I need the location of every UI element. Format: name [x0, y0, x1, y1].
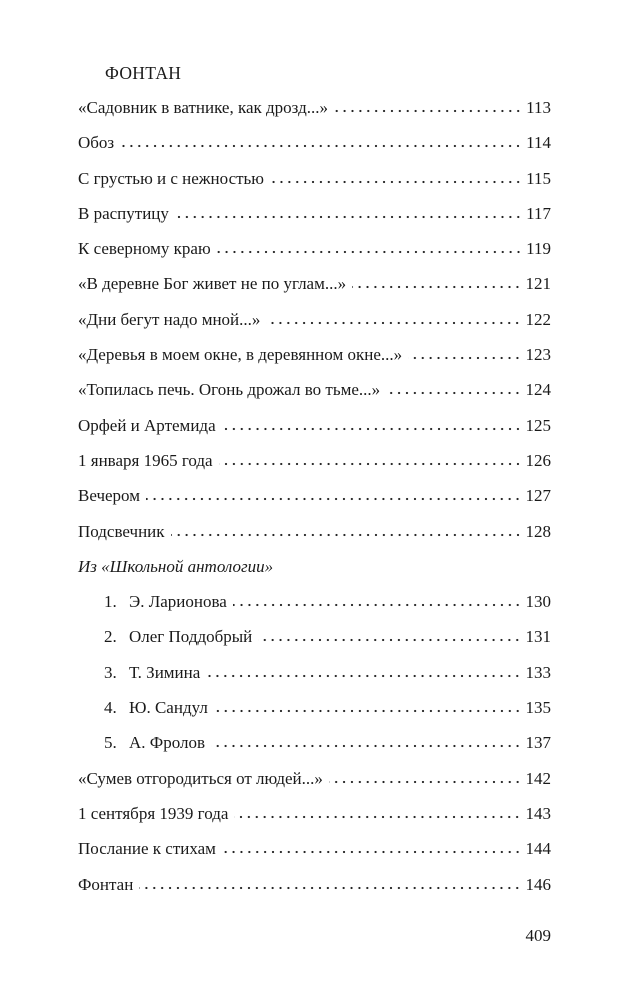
toc-entry [78, 481, 551, 516]
entry-page: 113 [526, 98, 551, 117]
entry-page: 131 [525, 627, 551, 647]
entry-title: «Сумев отгородиться от людей...» [78, 768, 323, 788]
entry-number: 2. [104, 627, 117, 647]
dot-leader [211, 736, 522, 748]
entry-title: К северному краю [78, 239, 211, 259]
toc-entry [78, 658, 551, 693]
dot-leader [171, 525, 522, 537]
toc-entry [78, 587, 551, 622]
entry-title: Вечером [78, 486, 140, 506]
entry-title: В распутицу [78, 203, 169, 223]
entry-page: 114 [526, 133, 551, 153]
entry-title: Э. Ларионова [129, 592, 227, 612]
entry-page: 144 [525, 839, 551, 859]
dot-leader [214, 701, 522, 713]
dot-leader [386, 383, 521, 395]
toc-entry [78, 517, 551, 552]
toc-entry [78, 340, 551, 375]
toc-entry [78, 693, 551, 728]
entry-number: 3. [104, 662, 117, 682]
entry-title: С грустью и с нежностью [78, 168, 264, 188]
entry-page: 142 [525, 768, 551, 788]
entry-page: 117 [526, 203, 551, 223]
entry-number: 5. [104, 733, 117, 753]
toc-entry [78, 375, 551, 410]
entry-title: Олег Поддобрый [129, 627, 253, 647]
dot-leader [222, 842, 522, 854]
dot-leader [352, 277, 521, 289]
dot-leader [146, 489, 522, 501]
toc-entry [78, 199, 551, 234]
toc-entry [78, 234, 551, 269]
entry-title: 1 сентября 1939 года [78, 803, 229, 823]
dot-leader [258, 630, 521, 642]
entry-page: 133 [525, 662, 551, 682]
toc-entry [78, 870, 551, 905]
entry-page: 135 [525, 698, 551, 718]
dot-leader [334, 101, 522, 113]
entry-title: Подсвечник [78, 521, 165, 541]
dot-leader [217, 242, 522, 254]
dot-leader [222, 419, 522, 431]
dot-leader [329, 772, 522, 784]
table-of-contents [78, 93, 551, 905]
dot-leader [206, 666, 521, 678]
dot-leader [219, 454, 522, 466]
entry-page: 146 [525, 874, 551, 894]
dot-leader [175, 207, 522, 219]
entry-page: 122 [525, 309, 551, 329]
entry-page: 115 [526, 168, 551, 188]
entry-title: А. Фролов [129, 733, 205, 753]
dot-leader [233, 595, 522, 607]
dot-leader [266, 313, 521, 325]
entry-title: «Дни бегут надо мной...» [78, 309, 261, 329]
toc-entry [78, 128, 551, 163]
section-heading: ФОНТАН [105, 63, 182, 83]
toc-entry [78, 446, 551, 481]
entry-page: 130 [525, 592, 551, 612]
toc-entry [78, 93, 551, 128]
entry-title: Орфей и Артемида [78, 415, 216, 435]
page-number: 409 [525, 926, 551, 945]
entry-page: 125 [525, 415, 551, 435]
entry-page: 123 [525, 345, 551, 365]
entry-page: 124 [525, 380, 551, 400]
toc-entry [78, 164, 551, 199]
entry-title: Фонтан [78, 874, 134, 894]
entry-page: 143 [525, 803, 551, 823]
dot-leader [408, 348, 521, 360]
dot-leader [270, 172, 522, 184]
entry-page: 127 [525, 486, 551, 506]
entry-title: Обоз [78, 133, 115, 153]
entry-title: «Деревья в моем окне, в деревянном окне...» [78, 345, 403, 365]
toc-entry [78, 799, 551, 834]
toc-entry [78, 411, 551, 446]
entry-page: 119 [526, 239, 551, 259]
toc-entry [78, 834, 551, 869]
entry-page: 128 [525, 521, 551, 541]
entry-number: 4. [104, 698, 117, 718]
dot-leader [234, 807, 521, 819]
entry-page: 137 [525, 733, 551, 753]
section-title: Из «Школьной антологии» [78, 556, 274, 576]
entry-title: «В деревне Бог живет не по углам...» [78, 274, 347, 294]
entry-page: 121 [525, 274, 551, 294]
entry-title: «Топилась печь. Огонь дрожал во тьме...» [78, 380, 381, 400]
toc-entry [78, 305, 551, 340]
toc-entry [78, 764, 551, 799]
entry-title: Т. Зимина [129, 662, 201, 682]
dot-leader [139, 878, 521, 890]
entry-number: 1. [104, 592, 117, 612]
entry-title: Послание к стихам [78, 839, 216, 859]
entry-title: 1 января 1965 года [78, 450, 213, 470]
section-subheading [78, 552, 551, 587]
toc-entry [78, 269, 551, 304]
dot-leader [120, 136, 522, 148]
entry-title: «Садовник в ватнике, как дрозд...» [78, 98, 328, 117]
entry-title: Ю. Сандул [129, 698, 208, 718]
toc-entry [78, 728, 551, 763]
entry-page: 126 [525, 450, 551, 470]
toc-entry [78, 622, 551, 657]
